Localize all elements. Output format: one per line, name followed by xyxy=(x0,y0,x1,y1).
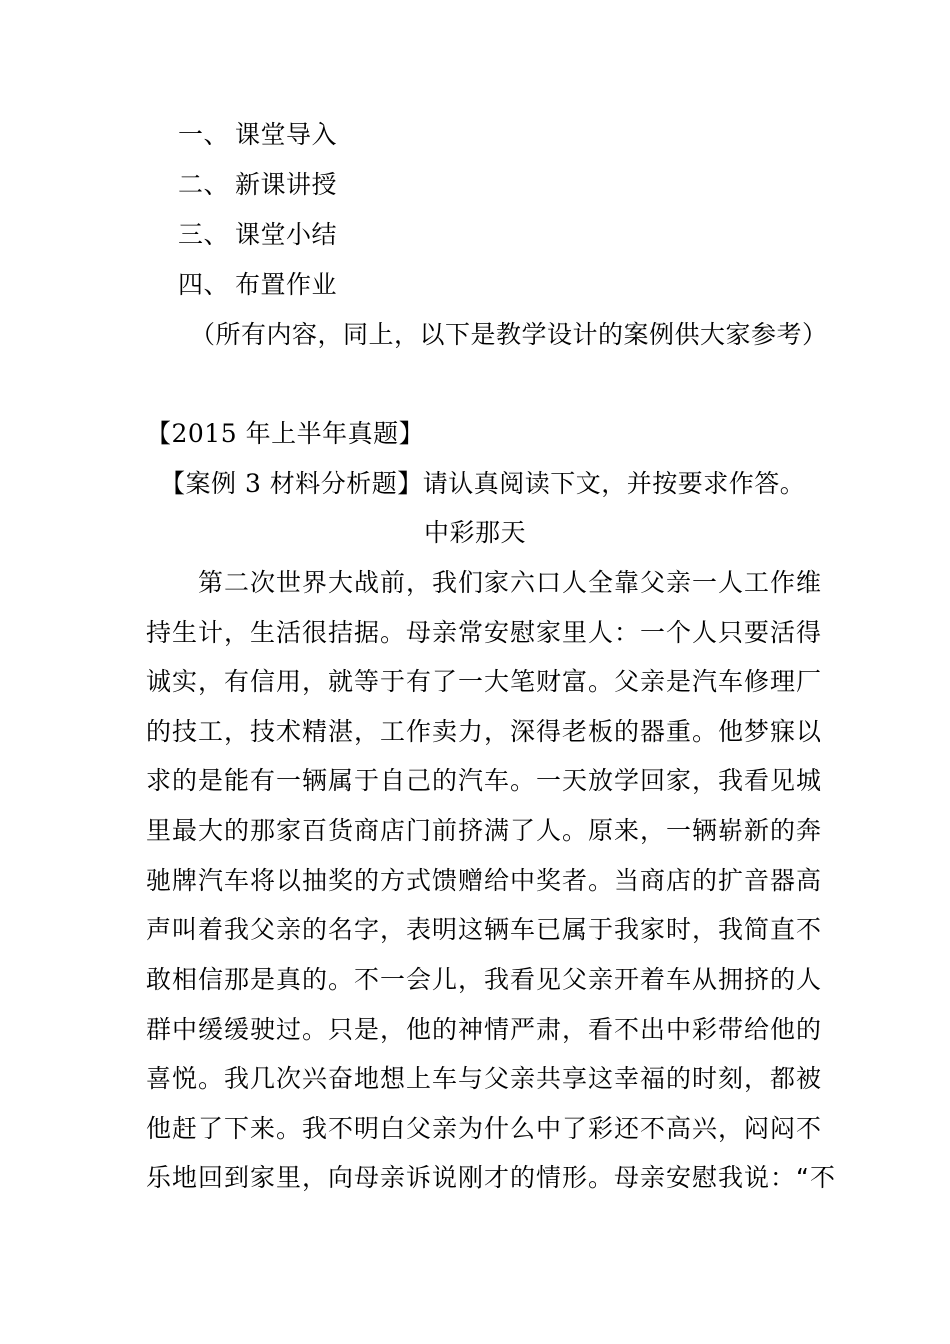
outline-item-3 xyxy=(178,220,337,250)
outline-label: 课堂导入 xyxy=(235,120,338,149)
story-line: 他赶了下来。我不明白父亲为什么中了彩还不高兴，闷闷不 xyxy=(146,1114,823,1143)
outline-number: 一、 xyxy=(178,120,230,149)
story-line: 乐地回到家里，向母亲诉说刚才的情形。母亲安慰我说：“不 xyxy=(146,1163,836,1192)
story-line: 第二次世界大战前，我们家六口人全靠父亲一人工作维 xyxy=(146,568,823,597)
story-title: 中彩那天 xyxy=(423,518,526,547)
outline-item-2 xyxy=(178,170,337,200)
outline-item-4 xyxy=(178,270,337,300)
case-instruction: 【案例 3 材料分析题】请认真阅读下文，并按要求作答。 xyxy=(160,469,806,498)
story-line: 求的是能有一辆属于自己的汽车。一天放学回家，我看见城 xyxy=(146,766,823,795)
story-line: 敢相信那是真的。不一会儿，我看见父亲开着车从拥挤的人 xyxy=(146,965,823,994)
story-line: 驰牌汽车将以抽奖的方式馈赠给中奖者。当商店的扩音器高 xyxy=(146,866,823,895)
outline-label: 布置作业 xyxy=(235,270,338,299)
outline-label: 新课讲授 xyxy=(235,170,338,199)
story-line: 的技工，技术精湛，工作卖力，深得老板的器重。他梦寐以 xyxy=(146,717,823,746)
section-heading: 【2015 年上半年真题】 xyxy=(146,419,425,448)
outline-number: 四、 xyxy=(178,270,230,299)
reference-note: （所有内容，同上，以下是教学设计的案例供大家参考） xyxy=(190,320,828,349)
outline-item-1 xyxy=(178,120,337,150)
outline-label: 课堂小结 xyxy=(235,220,338,249)
story-line: 声叫着我父亲的名字，表明这辆车已属于我家时，我简直不 xyxy=(146,915,823,944)
outline-number: 二、 xyxy=(178,170,230,199)
story-line: 诚实，有信用，就等于有了一大笔财富。父亲是汽车修理厂 xyxy=(146,667,823,696)
story-line: 群中缓缓驶过。只是，他的神情严肃，看不出中彩带给他的 xyxy=(146,1015,823,1044)
story-line: 里最大的那家百货商店门前挤满了人。原来，一辆崭新的奔 xyxy=(146,816,823,845)
story-line: 喜悦。我几次兴奋地想上车与父亲共享这幸福的时刻，都被 xyxy=(146,1064,823,1093)
story-line: 持生计，生活很拮据。母亲常安慰家里人：一个人只要活得 xyxy=(146,618,823,647)
outline-number: 三、 xyxy=(178,220,230,249)
